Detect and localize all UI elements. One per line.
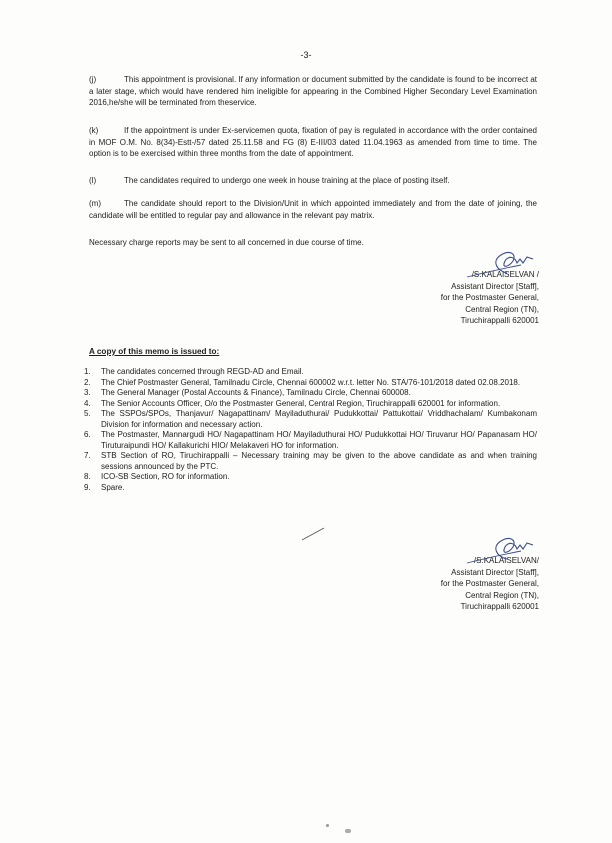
- signatory-region: Central Region (TN),: [465, 590, 539, 600]
- paragraph-l: [89, 175, 537, 187]
- list-item: [84, 409, 537, 430]
- list-item-text: The candidates concerned through REGD-AD and Email.: [101, 367, 304, 376]
- list-item-number: 2.: [84, 377, 91, 387]
- list-item: [84, 367, 537, 378]
- list-item-text: ICO-SB Section, RO for information.: [101, 472, 230, 481]
- paragraph-text: This appointment is provisional. If any information or document submitted by the candidate is found to be incorrect at a later stage, which would have rendered him ineligible for appearing in the Combined Higher Secondary Level Examination 2016,he/she will be terminated from theservice.: [89, 75, 537, 108]
- pen-mark: [300, 524, 330, 542]
- list-item-number: 6.: [84, 430, 91, 439]
- paragraph-m: [89, 198, 537, 221]
- list-item-number: 7.: [84, 451, 91, 460]
- list-item: [84, 472, 537, 483]
- signatory-name: /S.KALAISELVAN /: [471, 270, 539, 279]
- signatory-designation: Assistant Director [Staff],: [451, 281, 539, 291]
- signature-block-2: [339, 555, 539, 613]
- signatory-region: Central Region (TN),: [465, 304, 539, 314]
- handwritten-signature-1: [457, 247, 537, 279]
- signatory-address: Tiruchirappalli 620001: [460, 602, 539, 612]
- signatory-on-behalf: for the Postmaster General,: [440, 579, 539, 589]
- closing-text: Necessary charge reports may be sent to all concerned in due course of time.: [89, 238, 364, 247]
- scan-speck: [326, 824, 329, 827]
- copy-heading: A copy of this memo is issued to:: [89, 347, 220, 356]
- paragraph-j: [89, 74, 537, 109]
- copy-list: [84, 367, 537, 493]
- page-number: -3-: [300, 50, 312, 60]
- list-item: [84, 430, 537, 451]
- signature-block-1: [339, 269, 539, 327]
- list-item-number: 1.: [84, 367, 91, 376]
- paragraph-label: (m): [89, 199, 101, 208]
- paragraph-label: (l): [89, 176, 97, 185]
- paragraph-label: (k): [89, 126, 99, 135]
- list-item-text: Spare.: [101, 482, 125, 492]
- list-item: [84, 388, 537, 399]
- list-item: [84, 451, 537, 472]
- list-item-number: 8.: [84, 472, 91, 481]
- handwritten-signature-2: [457, 533, 537, 565]
- scan-speck: [345, 829, 351, 833]
- paragraph-text: The candidates required to undergo one week in house training at the place of posting itself.: [124, 176, 450, 185]
- list-item-text: The Senior Accounts Officer, O/o the Postmaster General, Central Region, Tiruchirappalli 620001 for information.: [101, 398, 501, 408]
- signatory-address: Tiruchirappalli 620001: [460, 316, 539, 326]
- list-item-number: 5.: [84, 409, 91, 418]
- list-item: [84, 399, 537, 410]
- list-item-text: The Postmaster, Mannargudi HO/ Nagapattinam HO/ Mayiladuthurai HO/ Pudukkottai HO/ Tiruvarur HO/ Papanasam HO/ Tiruturaipundi HO/ Kallakurichi HIO/ Melakaveri HO for information.: [101, 430, 537, 450]
- signatory-designation: Assistant Director [Staff],: [451, 567, 539, 577]
- list-item-number: 3.: [84, 388, 91, 397]
- paragraph-text: If the appointment is under Ex-servicemen quota, fixation of pay is regulated in accordance with the order contained in MOF O.M. No. 8(34)-Estt-/57 dated 25.11.58 and FG (8) E-III/03 dated 11.04.1963 as amended from time to time. The option is to be exercised within three months from the date of appointment.: [89, 126, 537, 159]
- list-item-text: The General Manager (Postal Accounts & Finance), Tamilnadu Circle, Chennai 600008.: [101, 388, 411, 397]
- paragraph-text: The candidate should report to the Division/Unit in which appointed immediately and from the date of joining, the candidate will be entitled to regular pay and allowance in the relevant pay matrix.: [89, 199, 537, 220]
- list-item: [84, 378, 537, 389]
- list-item-text: The SSPOs/SPOs, Thanjavur/ Nagapattinam/ Mayiladuthurai/ Pudukkottai/ Pattukottai/ Vriddhachalam/ Kumbakonam Division for information and necessary action.: [101, 409, 537, 429]
- list-item-number: 9.: [84, 482, 91, 492]
- list-item-text: STB Section of RO, Tiruchirappalli – Necessary training may be given to the above candidate as and when training sessions announced by the PTC.: [101, 451, 537, 471]
- list-item: [84, 483, 537, 494]
- list-item-text: The Chief Postmaster General, Tamilnadu Circle, Chennai 600002 w.r.t. letter No. STA/76-101/2018 dated 02.08.2018.: [101, 377, 521, 387]
- signatory-name: /S.KALAISELVAN/: [473, 556, 539, 565]
- paragraph-k: [89, 125, 537, 160]
- signatory-on-behalf: for the Postmaster General,: [440, 293, 539, 303]
- paragraph-label: (j): [89, 75, 97, 84]
- list-item-number: 4.: [84, 398, 91, 408]
